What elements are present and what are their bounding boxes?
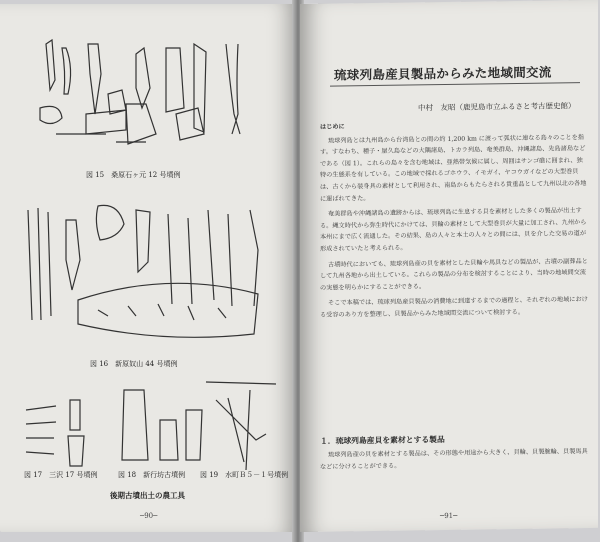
figures-17-19-drawing [20,380,280,480]
section-body [320,446,588,477]
left-page [0,4,296,532]
body-paragraph: 琉球列島産の貝を素材とする製品は、その形態や用途から大きく、貝輪、貝製腕輪、貝製馬具などに分けることができる。 [320,447,588,471]
body-paragraph: 古墳時代においても、琉球列島産の貝を素材とした貝輪や馬具などの製品が、古墳の副葬品として九州各地から出土している。これらの製品の分布を検討することにより、当時の地域間交流の実態を明らかにすることができる。 [320,257,588,292]
figure-19-caption: 図 19 水町Ｂ５－１号墳例 [200,471,289,479]
left-page-number: ─90─ [140,512,158,520]
body-paragraph: そこで本稿では、琉球列島産貝製品の消費地に到達するまでの過程と、それぞれの地域における受容のあり方を整理し、貝製品からみた地域間交流について検討する。 [320,296,588,319]
figure-18-caption: 図 18 新行坊古墳例 [118,471,186,479]
figure-16-caption: 図 16 新原奴山 44 号墳例 [90,360,178,368]
article-title: 琉球列島産貝製品からみた地域間交流 [334,64,552,83]
intro-section [320,118,588,325]
intro-heading: はじめに [320,123,345,131]
right-page-number: ─91─ [440,511,458,521]
plate-title: 後期古墳出土の農工具 [110,491,185,500]
right-page [300,0,598,532]
body-paragraph: 奄美群島や沖縄諸島の遺跡からは、琉球列島に生息する貝を素材とした多くの製品が出土する。縄文時代から弥生時代にかけては、貝輪の素材として大型巻貝が大量に加工され、九州から本州にまで広く流通した。その結果、島の人々と本土の人々との間には、貝を介した交易の道が形成されていたと考えられる。 [320,207,587,253]
figure-17-caption: 図 17 三沢 17 号墳例 [24,471,98,479]
section-heading: １．琉球列島産貝を素材とする製品 [320,434,445,446]
figure-15-caption: 図 15 桑原石ヶ元 12 号墳例 [86,171,181,179]
body-paragraph: 琉球列島とは九州島から台湾島との間の約 1,200 km に渡って弧状に連なる島々のことを指す。すなわち、種子・屋久島などの大隅諸島、トカラ列島、奄美群島、沖縄諸島、先島諸島などである（図 1）。これらの島々を含む地域は、亜熱帯気候に属し、周囲はサンゴ礁に囲まれ、独特の生態系を有している。この地域で採れるゴホウラ、イモガイ、ヤコウガイなどの大型巻貝は、古くから装身具の素材として利用され、南島からもたらされる貴重品として九州以北の各地に運ばれてきた。 [320,133,587,203]
author-line: 中村 友昭（鹿児島市立ふるさと考古歴史館） [418,101,576,113]
figure-16-drawing [18,200,278,350]
figure-15-drawing [26,34,276,162]
